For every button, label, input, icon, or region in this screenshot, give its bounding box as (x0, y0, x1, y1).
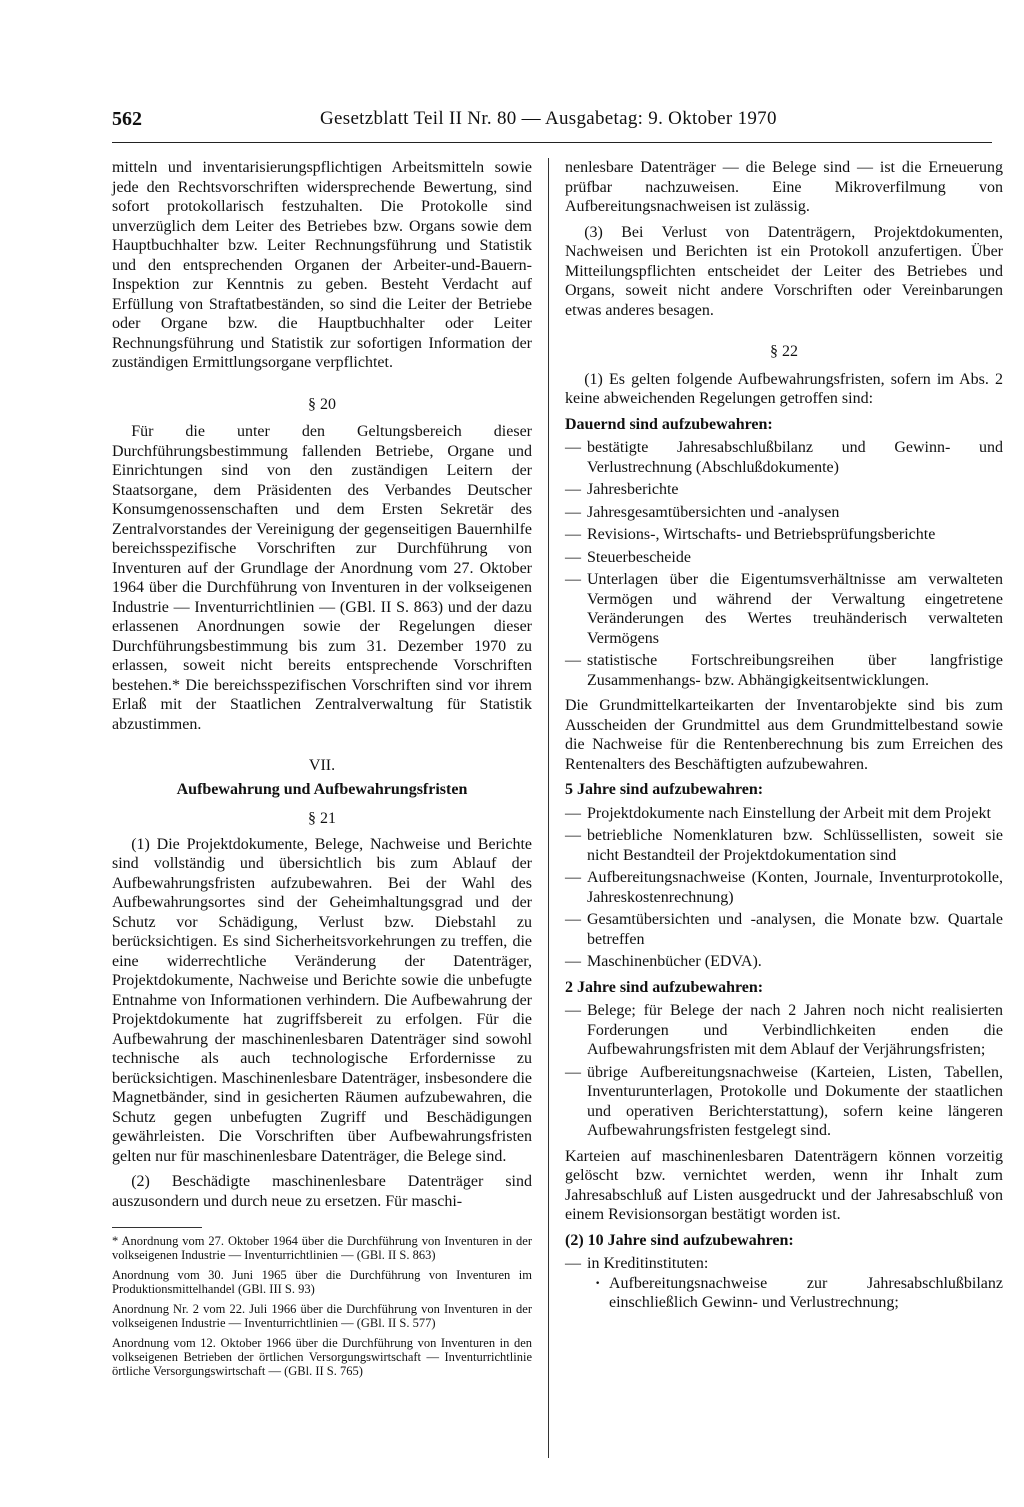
footnote: Anordnung vom 30. Juni 1965 über die Durchführung von Inventuren im Produktionsmittelhandel (GBl. III S. 93) (112, 1268, 532, 1296)
footnotes (112, 1234, 532, 1378)
list-item: — Maschinenbücher (EDVA). (565, 952, 1003, 972)
footnote: Anordnung vom 12. Oktober 1966 über die Durchführung von Inventuren in den volkseigenen Betrieben der örtlichen Versorgungswirtschaft — Inventurrichtlinie örtliche Versorgungswirtschaft — (GBl. II S. 765) (112, 1336, 532, 1378)
section-22-paragraph-1: (1) Es gelten folgende Aufbewahrungsfristen, sofern im Abs. 2 keine abweichenden Regelungen getroffen sind: (565, 370, 1003, 407)
list-item: — Gesamtübersichten und -analysen, die Monate bzw. Quartale betreffen (565, 910, 1003, 949)
list-item: — betriebliche Nomenklaturen bzw. Schlüssellisten, soweit sie nicht Bestandteil der Projektdokumentation sind (565, 826, 1003, 865)
paragraph-intro: mitteln und inventarisierungspflichtigen Arbeitsmitteln sowie jede den Rechtsvorschriften widersprechende Bewertung, sind sofort protokollarisch festzuhalten. Die Protokolle sind unverzüglich dem Leiter des Betriebes bzw. Organs sowie dem Hauptbuchhalter bzw. Leiter Rechnungsführung und Statistik und den entsprechenden Organen der Arbeiter-und-Bauern-Inspektion zur Kenntnis zu geben. Besteht Verdacht auf Erfüllung von Straftatbeständen, so sind die Leiter der Betriebe oder Organe bzw. die Hauptbuchhalter oder Leiter Rechnungsführung und Statistik zur sofortigen Information der zuständigen Ermittlungsorgane verpflichtet. (112, 159, 532, 371)
list-item: — Unterlagen über die Eigentumsverhältnisse am verwalteten Vermögen und während der Verwaltung eingetretene Veränderungen des Wertes treuhänderisch verwalteten Vermögens (565, 570, 1003, 648)
list-item: — Jahresberichte (565, 480, 1003, 500)
right-column (565, 158, 1003, 1319)
list-item: — Steuerbescheide (565, 548, 1003, 568)
five-years-list (565, 804, 1003, 972)
paragraph-continuation: nenlesbare Datenträger — die Belege sind — ist die Erneuerung prüfbar nachzuweisen. Eine Mikroverfilmung von Aufbereitungsnachweisen ist zulässig. (565, 159, 1003, 215)
list-item: — bestätigte Jahresabschlußbilanz und Gewinn- und Verlustrechnung (Abschlußdokumente) (565, 438, 1003, 477)
section-21-paragraph-3: (3) Bei Verlust von Datenträgern, Projektdokumenten, Nachweisen und Berichten ist ein Protokoll anzufertigen. Über Mitteilungspflichten entscheidet der Leiter des Betriebes und Organs, soweit nicht andere Vorschriften oder Vereinbarungen etwas anderes besagen. (565, 223, 1003, 319)
ten-years-heading (565, 1231, 1003, 1251)
running-title: Gesetzblatt Teil II Nr. 80 — Ausgabetag: 9. Oktober 1970 (320, 108, 777, 129)
grundmittel-paragraph: Die Grundmittelkarteikarten der Inventarobjekte sind bis zum Ausscheiden der Grundmittel aus dem Grundmittelbestand sowie die Nachweise für die Rentenberechnung bis zum Erreichen des Rentenalters des Beschäftigten aufzubewahren. (565, 697, 1003, 773)
footnote: * Anordnung vom 27. Oktober 1964 über die Durchführung von Inventuren in der volkseigenen Industrie — Inventurrichtlinien — (GBl. II S. 863) (112, 1234, 532, 1262)
list-item: — Aufbereitungsnachweise (Konten, Journale, Inventurprotokolle, Jahreskostenrechnung) (565, 868, 1003, 907)
list-item: — statistische Fortschreibungsreihen über langfristige Zusammenhangs- bzw. Abhängigkeitsentwicklungen. (565, 651, 1003, 690)
list-item: — Jahresgesamtübersichten und -analysen (565, 503, 1003, 523)
section-21-paragraph-1: (1) Die Projektdokumente, Belege, Nachweise und Berichte sind vollständig und übersichtlich bis zum Ablauf der Aufbewahrungsfristen aufzubewahren. Bei der Wahl des Aufbewahrungsortes sind der Geheimhaltungsgrad und der Schutz vor Schädigung, Verlust bzw. Diebstahl zu berücksichtigen. Es sind Sicherheitsvorkehrungen zu treffen, die eine widerrechtliche Veränderung der Datenträger, Projektdokumente, Nachweise und Berichte sowie die unbefugte Entnahme von Informationen verhindern. Die Aufbewahrung der Projektdokumente hat zugriffsbereit zu erfolgen. Für die Aufbewahrung der maschinenlesbaren Datenträger sind sowohl technische als auch technologische Erfordernisse zu berücksichtigen. Maschinenlesbare Datenträger, insbesondere die Magnetbänder, sind in gesicherten Räumen aufzubewahren, die Schutz gegen unbefugten Zugriff und Beschädigungen gewährleisten. Die Vorschriften über Aufbewahrungsfristen gelten nur für maschinenlesbare Datenträger, die Belege sind. (112, 835, 532, 1165)
dauernd-list (565, 438, 1003, 690)
section-21-paragraph-2: (2) Beschädigte maschinenlesbare Datenträger sind auszusondern und durch neue zu ersetzen. Für maschi- (112, 1173, 532, 1210)
page-number: 562 (112, 108, 142, 130)
two-years-list (565, 1001, 1003, 1141)
section-21-title: § 21 (308, 810, 336, 827)
sub-list-item: · Aufbereitungsnachweise zur Jahresabschlußbilanz einschließlich Gewinn- und Verlustrechnung; (587, 1274, 1003, 1313)
section-20-title: § 20 (308, 395, 336, 413)
list-item-text: in Kreditinstituten: (587, 1255, 709, 1272)
column-divider (548, 158, 549, 1458)
list-item: — Belege; für Belege der nach 2 Jahren noch nicht realisierten Forderungen und Verbindlichkeiten enden die Aufbewahrungsfristen mit dem Ablauf der Verjährungsfristen; (565, 1001, 1003, 1060)
section-22-title: § 22 (770, 343, 798, 360)
karteien-paragraph: Karteien auf maschinenlesbaren Datenträgern können vorzeitig gelöscht bzw. vernichtet werden, wenn ihr Inhalt zum Jahresabschluß auf Listen ausgedruckt und der Jahresabschluß von einem Revisionsorgan bestätigt worden ist. (565, 1147, 1003, 1223)
dauernd-heading: Dauernd sind aufzubewahren: (565, 415, 773, 433)
chapter-number: VII. (308, 757, 336, 774)
section-20-text: Für die unter den Geltungsbereich dieser Durchführungsbestimmung fallenden Betriebe, Organe und Einrichtungen sind von den zuständigen Leitern der Staatsorgane, dem Präsidenten des Verbandes Deutscher Konsumgenossenschaften und dem Ersten Sekretär des Zentralvorstandes der Vereinigung der gegenseitigen Bauernhilfe bereichsspezifische Vorschriften zur Durchführung von Inventuren auf der Grundlage der Anordnung vom 27. Oktober 1964 über die Durchführung von Inventuren in der volkseigenen Industrie — Inventurrichtlinien — (GBl. II S. 863) und der dazu erlassenen Anordnungen sowie der Regelungen dieser Durchführungsbestimmung bis zum 31. Dezember 1970 zu erlassen, soweit nicht bereits entsprechende Vorschriften bestehen.* Die bereichsspezifischen Vorschriften sind vor ihrem Erlaß mit der Staatlichen Zentralverwaltung für Statistik abzustimmen. (112, 423, 532, 733)
header-rule (112, 142, 992, 143)
list-item: — Revisions-, Wirtschafts- und Betriebsprüfungsberichte (565, 525, 1003, 545)
list-item: — übrige Aufbereitungsnachweise (Karteien, Listen, Tabellen, Inventurunterlagen, Protokolle und Dokumente der staatlichen und operativen Berichterstattung), sofern keine längeren Aufbewahrungsfristen festgelegt sind. (565, 1063, 1003, 1141)
sub-list (587, 1274, 1003, 1313)
footnote: Anordnung Nr. 2 vom 22. Juli 1966 über die Durchführung von Inventuren in der volkseigenen Industrie — Inventurrichtlinien — (GBl. II S. 577) (112, 1302, 532, 1330)
ten-years-list (565, 1254, 1003, 1313)
two-years-heading: 2 Jahre sind aufzubewahren: (565, 978, 764, 996)
footnote-rule (112, 1227, 202, 1228)
ten-years-label: 10 Jahre sind aufzubewahren: (587, 1231, 794, 1249)
five-years-heading: 5 Jahre sind aufzubewahren: (565, 781, 764, 798)
left-column (112, 158, 532, 1384)
page-header (112, 108, 992, 148)
list-item (565, 1254, 1003, 1313)
paragraph-number: (2) (565, 1231, 584, 1249)
chapter-heading: Aufbewahrung und Aufbewahrungsfristen (176, 780, 468, 798)
list-item: — Projektdokumente nach Einstellung der Arbeit mit dem Projekt (565, 804, 1003, 824)
